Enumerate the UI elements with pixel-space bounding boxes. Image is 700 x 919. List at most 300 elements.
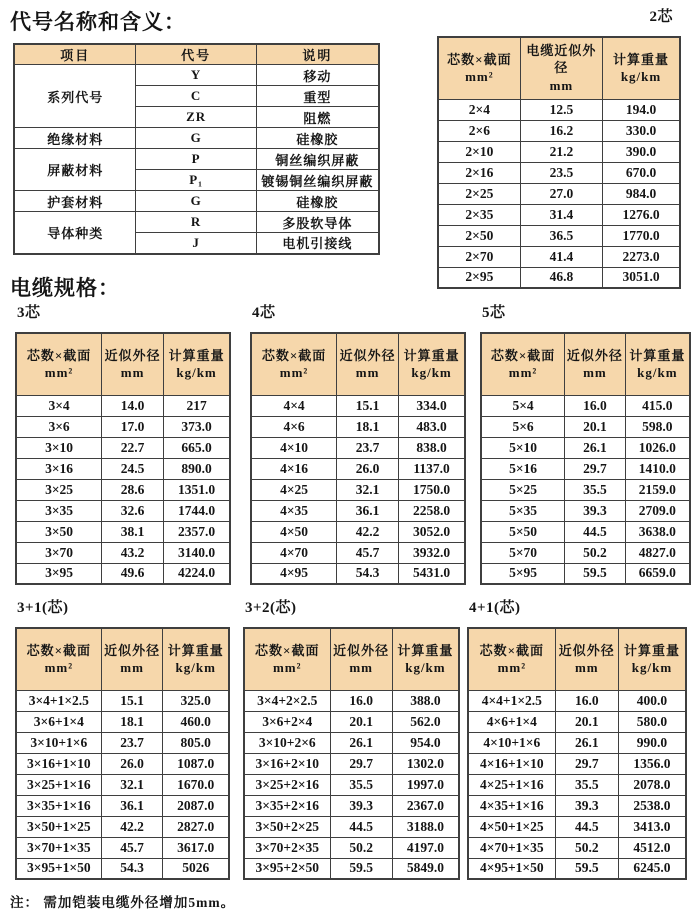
- weight-cell: 330.0: [603, 120, 680, 141]
- diameter-cell: 39.3: [330, 795, 392, 816]
- spec-label: 5芯: [482, 305, 506, 321]
- column-header-line: kg/km: [175, 660, 216, 676]
- table-row: [481, 542, 690, 563]
- spec-cell: 5×25: [481, 479, 565, 500]
- table-row: [438, 162, 680, 183]
- table-header-row: [14, 44, 379, 65]
- weight-cell: 2827.0: [163, 816, 229, 837]
- spec-table-body: [244, 690, 459, 879]
- table-row: [468, 690, 686, 711]
- spec-cell: 4×70: [251, 542, 337, 563]
- column-header: [163, 628, 229, 690]
- table-row: [16, 437, 230, 458]
- spec-cell: 2×35: [438, 204, 520, 225]
- column-header-line: mm: [574, 660, 599, 676]
- weight-cell: 1410.0: [625, 458, 690, 479]
- spec-block-3plus1: [15, 597, 230, 880]
- table-row: [468, 711, 686, 732]
- weight-cell: 4224.0: [164, 563, 230, 584]
- weight-cell: 3052.0: [399, 521, 465, 542]
- weight-cell: 2087.0: [163, 795, 229, 816]
- spec-cell: 4×50: [251, 521, 337, 542]
- table-header-row: [468, 628, 686, 690]
- column-header-line: 芯数×截面: [255, 642, 320, 658]
- spec-table-2core: [437, 36, 681, 289]
- spec-cell: 3×50+1×25: [16, 816, 101, 837]
- weight-cell: 2367.0: [392, 795, 459, 816]
- spec-table-body: [468, 690, 686, 879]
- spec-cell: 3×4+2×2.5: [244, 690, 330, 711]
- diameter-cell: 16.2: [520, 120, 602, 141]
- diameter-cell: 15.1: [337, 395, 399, 416]
- column-header-line: 芯数×截面: [261, 347, 327, 363]
- column-header-line: mm²: [44, 660, 74, 676]
- table-row: [244, 795, 459, 816]
- table-row: [244, 711, 459, 732]
- diameter-cell: 23.5: [520, 162, 602, 183]
- spec-block-4core: [250, 302, 466, 585]
- spec-cell: 3×70+2×35: [244, 837, 330, 858]
- column-header: [251, 333, 337, 395]
- weight-cell: 1276.0: [603, 204, 680, 225]
- column-header: [244, 628, 330, 690]
- diameter-cell: 22.7: [102, 437, 164, 458]
- column-header: [399, 333, 465, 395]
- diameter-cell: 50.2: [565, 542, 626, 563]
- table-row: [251, 479, 465, 500]
- table-row: [16, 711, 229, 732]
- table-row: [468, 858, 686, 879]
- spec-cell: 5×50: [481, 521, 565, 542]
- diameter-cell: 18.1: [101, 711, 163, 732]
- column-header: [565, 333, 626, 395]
- table-row: [244, 837, 459, 858]
- diameter-cell: 12.5: [520, 99, 602, 120]
- spec-cell: 3×10+2×6: [244, 732, 330, 753]
- table-row: [16, 521, 230, 542]
- spec-cell: 3×6: [16, 416, 102, 437]
- diameter-cell: 54.3: [101, 858, 163, 879]
- spec-cell: 2×4: [438, 99, 520, 120]
- table-header-row: [244, 628, 459, 690]
- weight-cell: 6245.0: [618, 858, 686, 879]
- column-header: [520, 37, 602, 99]
- code-cell: C: [136, 86, 256, 107]
- desc-cell: 铜丝编织屏蔽: [256, 149, 379, 170]
- diameter-cell: 42.2: [101, 816, 163, 837]
- column-header-code: 代号: [136, 44, 256, 65]
- table-row: [244, 732, 459, 753]
- diameter-cell: 23.7: [337, 437, 399, 458]
- column-header: [438, 37, 520, 99]
- table-row: [251, 500, 465, 521]
- spec-cell: 2×16: [438, 162, 520, 183]
- table-row: [244, 753, 459, 774]
- spec-cell: 4×35: [251, 500, 337, 521]
- weight-cell: 3188.0: [392, 816, 459, 837]
- weight-cell: 483.0: [399, 416, 465, 437]
- spec-table-body: [16, 395, 230, 584]
- weight-cell: 1997.0: [392, 774, 459, 795]
- weight-cell: 1670.0: [163, 774, 229, 795]
- column-header-line: 计算重量: [168, 347, 225, 363]
- table-header-row: [16, 628, 229, 690]
- diameter-cell: 29.7: [555, 753, 618, 774]
- spec-cell: 3×10+1×6: [16, 732, 101, 753]
- table-row: [16, 500, 230, 521]
- diameter-cell: 26.0: [337, 458, 399, 479]
- spec-cell: 2×25: [438, 183, 520, 204]
- desc-cell: 硅橡胶: [256, 128, 379, 149]
- column-header-line: kg/km: [176, 365, 217, 381]
- weight-cell: 3051.0: [603, 267, 680, 288]
- table-row: [14, 128, 379, 149]
- table-row: [481, 458, 690, 479]
- column-header-line: 计算重量: [403, 347, 460, 363]
- column-header: [102, 333, 164, 395]
- spec-cell: 3×35: [16, 500, 102, 521]
- spec-cell: 3×6+2×4: [244, 711, 330, 732]
- column-header: [101, 628, 163, 690]
- diameter-cell: 23.7: [101, 732, 163, 753]
- weight-cell: 4827.0: [625, 542, 690, 563]
- table-row: [16, 542, 230, 563]
- diameter-cell: 45.7: [337, 542, 399, 563]
- desc-cell: 硅橡胶: [256, 191, 379, 212]
- spec-cell: 4×16+1×10: [468, 753, 555, 774]
- table-row: [438, 99, 680, 120]
- weight-cell: 5026: [163, 858, 229, 879]
- code-cell: ZR: [136, 107, 256, 128]
- table-row: [481, 563, 690, 584]
- weight-cell: 665.0: [164, 437, 230, 458]
- table-row: [438, 183, 680, 204]
- table-row: [438, 225, 680, 246]
- code-cell: P: [136, 149, 256, 170]
- column-header-desc: 说明: [256, 44, 379, 65]
- column-header-line: kg/km: [405, 660, 446, 676]
- column-header-line: kg/km: [411, 365, 452, 381]
- column-header-line: 电缆近似外径: [526, 42, 597, 76]
- table-row: [468, 774, 686, 795]
- diameter-cell: 16.0: [565, 395, 626, 416]
- weight-cell: 580.0: [618, 711, 686, 732]
- spec-block-3core: [15, 302, 231, 585]
- column-header: [468, 628, 555, 690]
- weight-cell: 670.0: [603, 162, 680, 183]
- table-row: [16, 858, 229, 879]
- diameter-cell: 38.1: [102, 521, 164, 542]
- table-row: [244, 816, 459, 837]
- table-row: [244, 858, 459, 879]
- code-cell: G: [136, 128, 256, 149]
- table-row: [438, 246, 680, 267]
- column-header-line: mm²: [497, 660, 527, 676]
- spec-block-4plus1: [467, 597, 687, 880]
- spec-table-4core: [250, 332, 466, 585]
- weight-cell: 3140.0: [164, 542, 230, 563]
- diameter-cell: 27.0: [520, 183, 602, 204]
- column-header-line: 芯数×截面: [447, 51, 512, 67]
- code-cell: J: [136, 233, 256, 254]
- diameter-cell: 20.1: [565, 416, 626, 437]
- spec-cell: 4×4+1×2.5: [468, 690, 555, 711]
- weight-cell: 954.0: [392, 732, 459, 753]
- desc-cell: 移动: [256, 65, 379, 86]
- spec-cell: 3×50+2×25: [244, 816, 330, 837]
- diameter-cell: 20.1: [555, 711, 618, 732]
- diameter-cell: 59.5: [565, 563, 626, 584]
- spec-table-body: [251, 395, 465, 584]
- code-table: [13, 43, 380, 255]
- weight-cell: 562.0: [392, 711, 459, 732]
- column-header-line: mm: [549, 78, 574, 94]
- diameter-cell: 41.4: [520, 246, 602, 267]
- column-header-line: kg/km: [631, 660, 673, 676]
- column-header: [481, 333, 565, 395]
- spec-cell: 5×10: [481, 437, 565, 458]
- column-header: [392, 628, 459, 690]
- spec-cell: 5×6: [481, 416, 565, 437]
- weight-cell: 373.0: [164, 416, 230, 437]
- spec-cell: 2×6: [438, 120, 520, 141]
- weight-cell: 1302.0: [392, 753, 459, 774]
- table-row: [481, 500, 690, 521]
- column-header-line: mm²: [508, 365, 538, 381]
- table-row: [468, 816, 686, 837]
- spec-cell: 3×4: [16, 395, 102, 416]
- code-cell: R: [136, 212, 256, 233]
- column-header-line: 芯数×截面: [490, 347, 556, 363]
- weight-cell: 1087.0: [163, 753, 229, 774]
- spec-cell: 3×35+1×16: [16, 795, 101, 816]
- table-header-row: [251, 333, 465, 395]
- diameter-cell: 43.2: [102, 542, 164, 563]
- column-header-line: mm: [355, 365, 380, 381]
- spec-cell: 3×25+1×16: [16, 774, 101, 795]
- code-table-body: [14, 65, 379, 254]
- diameter-cell: 18.1: [337, 416, 399, 437]
- column-header-line: 计算重量: [629, 347, 686, 363]
- weight-cell: 2709.0: [625, 500, 690, 521]
- spec-block-5core: [480, 302, 691, 585]
- column-header-line: 芯数×截面: [26, 347, 92, 363]
- diameter-cell: 26.1: [330, 732, 392, 753]
- table-row: [16, 690, 229, 711]
- spec-table-5core: [480, 332, 691, 585]
- diameter-cell: 24.5: [102, 458, 164, 479]
- diameter-cell: 39.3: [565, 500, 626, 521]
- table-header-row: [438, 37, 680, 99]
- table-row: [251, 395, 465, 416]
- column-header-line: mm: [120, 660, 144, 676]
- column-header-line: 近似外径: [104, 642, 161, 658]
- spec-cell: 4×10+1×6: [468, 732, 555, 753]
- spec-label: 4+1(芯): [469, 600, 521, 616]
- code-cell: P₁: [136, 170, 256, 191]
- spec-cell: 3×70+1×35: [16, 837, 101, 858]
- spec-block-3plus2: [243, 597, 460, 880]
- table-header-row: [481, 333, 690, 395]
- desc-cell: 多股软导体: [256, 212, 379, 233]
- weight-cell: 1770.0: [603, 225, 680, 246]
- diameter-cell: 31.4: [520, 204, 602, 225]
- column-header-line: mm: [349, 660, 373, 676]
- spec-table-3core: [15, 332, 231, 585]
- spec-cell: 2×70: [438, 246, 520, 267]
- diameter-cell: 32.1: [337, 479, 399, 500]
- column-header-item: 项目: [14, 44, 136, 65]
- diameter-cell: 32.6: [102, 500, 164, 521]
- table-row: [468, 753, 686, 774]
- table-row: [16, 732, 229, 753]
- column-header-line: 计算重量: [623, 642, 680, 658]
- table-row: [438, 141, 680, 162]
- column-header-line: kg/km: [620, 69, 662, 85]
- column-header-line: mm²: [272, 660, 302, 676]
- diameter-cell: 36.5: [520, 225, 602, 246]
- diameter-cell: 49.6: [102, 563, 164, 584]
- spec-cell: 3×16+2×10: [244, 753, 330, 774]
- spec-cell: 3×95: [16, 563, 102, 584]
- column-header: [555, 628, 618, 690]
- spec-cell: 4×50+1×25: [468, 816, 555, 837]
- spec-cell: 4×16: [251, 458, 337, 479]
- weight-cell: 388.0: [392, 690, 459, 711]
- code-cell: G: [136, 191, 256, 212]
- weight-cell: 1351.0: [164, 479, 230, 500]
- spec-label: 2芯: [649, 9, 673, 25]
- weight-cell: 217: [164, 395, 230, 416]
- column-header: [164, 333, 230, 395]
- diameter-cell: 16.0: [330, 690, 392, 711]
- column-header-line: kg/km: [637, 365, 678, 381]
- spec-cell: 2×50: [438, 225, 520, 246]
- spec-cell: 3×4+1×2.5: [16, 690, 101, 711]
- spec-cell: 5×35: [481, 500, 565, 521]
- diameter-cell: 42.2: [337, 521, 399, 542]
- diameter-cell: 14.0: [102, 395, 164, 416]
- diameter-cell: 59.5: [555, 858, 618, 879]
- weight-cell: 3932.0: [399, 542, 465, 563]
- weight-cell: 2357.0: [164, 521, 230, 542]
- table-row: [438, 120, 680, 141]
- table-row: [251, 437, 465, 458]
- spec-cell: 3×50: [16, 521, 102, 542]
- weight-cell: 1026.0: [625, 437, 690, 458]
- diameter-cell: 36.1: [337, 500, 399, 521]
- diameter-cell: 35.5: [565, 479, 626, 500]
- column-header-line: mm²: [44, 365, 74, 381]
- table-row: [16, 479, 230, 500]
- table-row: [481, 437, 690, 458]
- weight-cell: 325.0: [163, 690, 229, 711]
- diameter-cell: 35.5: [555, 774, 618, 795]
- spec-table-body: [438, 99, 680, 288]
- diameter-cell: 32.1: [101, 774, 163, 795]
- spec-cell: 4×4: [251, 395, 337, 416]
- page-title-specs: 电缆规格：: [10, 276, 120, 300]
- desc-cell: 镀锡铜丝编织屏蔽: [256, 170, 379, 191]
- spec-label: 3芯: [17, 305, 41, 321]
- diameter-cell: 26.0: [101, 753, 163, 774]
- spec-cell: 2×95: [438, 267, 520, 288]
- table-row: [468, 732, 686, 753]
- column-header: [603, 37, 680, 99]
- spec-cell: 5×95: [481, 563, 565, 584]
- spec-label: 3+1(芯): [17, 600, 69, 616]
- table-row: [244, 690, 459, 711]
- diameter-cell: 59.5: [330, 858, 392, 879]
- column-header-line: 近似外径: [558, 642, 615, 658]
- spec-cell: 4×35+1×16: [468, 795, 555, 816]
- table-row: [251, 458, 465, 479]
- footnote: 注： 需加铠装电缆外径增加5mm。: [10, 895, 236, 910]
- desc-cell: 重型: [256, 86, 379, 107]
- table-row: [16, 458, 230, 479]
- spec-cell: 4×25+1×16: [468, 774, 555, 795]
- desc-cell: 电机引接线: [256, 233, 379, 254]
- spec-table-4plus1: [467, 627, 687, 880]
- column-header-line: 近似外径: [566, 347, 623, 363]
- column-header-line: mm: [120, 365, 145, 381]
- table-row: [468, 837, 686, 858]
- table-row: [481, 395, 690, 416]
- spec-cell: 3×6+1×4: [16, 711, 101, 732]
- spec-cell: 5×16: [481, 458, 565, 479]
- column-header-line: 近似外径: [333, 642, 390, 658]
- spec-cell: 3×25+2×16: [244, 774, 330, 795]
- column-header-line: mm²: [279, 365, 309, 381]
- spec-cell: 3×25: [16, 479, 102, 500]
- diameter-cell: 29.7: [565, 458, 626, 479]
- spec-cell: 3×10: [16, 437, 102, 458]
- table-row: [251, 416, 465, 437]
- table-row: [14, 191, 379, 212]
- weight-cell: 334.0: [399, 395, 465, 416]
- spec-label: 3+2(芯): [245, 600, 297, 616]
- spec-cell: 5×70: [481, 542, 565, 563]
- weight-cell: 194.0: [603, 99, 680, 120]
- weight-cell: 2078.0: [618, 774, 686, 795]
- column-header: [330, 628, 392, 690]
- column-header-line: 计算重量: [613, 51, 670, 67]
- weight-cell: 460.0: [163, 711, 229, 732]
- table-row: [438, 204, 680, 225]
- diameter-cell: 26.1: [565, 437, 626, 458]
- spec-cell: 4×10: [251, 437, 337, 458]
- diameter-cell: 44.5: [555, 816, 618, 837]
- page-title-codes: 代号名称和含义：: [10, 10, 186, 34]
- diameter-cell: 44.5: [565, 521, 626, 542]
- table-row: [16, 395, 230, 416]
- weight-cell: 890.0: [164, 458, 230, 479]
- weight-cell: 4197.0: [392, 837, 459, 858]
- diameter-cell: 29.7: [330, 753, 392, 774]
- table-row: [251, 521, 465, 542]
- spec-cell: 3×16+1×10: [16, 753, 101, 774]
- diameter-cell: 50.2: [555, 837, 618, 858]
- diameter-cell: 46.8: [520, 267, 602, 288]
- table-row: [16, 837, 229, 858]
- spec-table-3plus1: [15, 627, 230, 880]
- table-row: [16, 753, 229, 774]
- table-row: [481, 479, 690, 500]
- item-cell: 护套材料: [14, 191, 136, 212]
- column-header: [16, 628, 101, 690]
- weight-cell: 2159.0: [625, 479, 690, 500]
- weight-cell: 1356.0: [618, 753, 686, 774]
